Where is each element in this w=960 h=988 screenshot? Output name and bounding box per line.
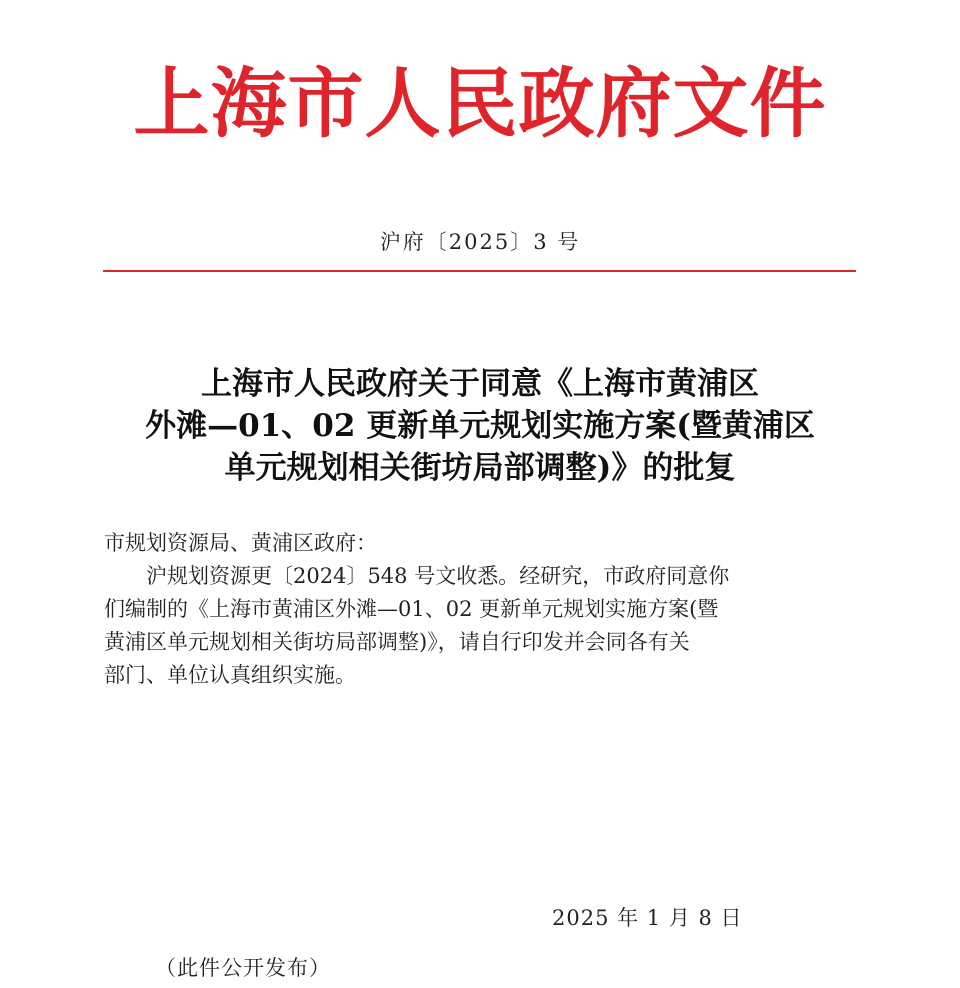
title-line: 外滩—01、02 更新单元规划实施方案(暨黄浦区 [145, 408, 815, 444]
document-title [90, 363, 870, 489]
recipient-line: 市规划资源局、黄浦区政府： [104, 531, 377, 555]
body-line: 沪规划资源更〔2024〕548 号文收悉。经研究，市政府同意你 [146, 564, 730, 588]
body-paragraph [104, 560, 856, 692]
body-line: 黄浦区单元规划相关街坊局部调整)》，请自行印发并会同各有关 [104, 630, 690, 654]
issuer-header: 上海市人民政府文件 [133, 59, 827, 148]
publication-note: （此件公开发布） [155, 956, 331, 980]
title-line: 单元规划相关街坊局部调整)》的批复 [224, 450, 736, 486]
header-divider [103, 270, 856, 272]
body-line: 们编制的《上海市黄浦区外滩—01、02 更新单元规划实施方案(暨 [104, 597, 719, 621]
body-line: 部门、单位认真组织实施。 [104, 663, 356, 687]
issue-date: 2025 年 1 月 8 日 [552, 906, 743, 930]
title-line: 上海市人民政府关于同意《上海市黄浦区 [201, 366, 759, 402]
document-number: 沪府〔2025〕3 号 [379, 230, 581, 254]
